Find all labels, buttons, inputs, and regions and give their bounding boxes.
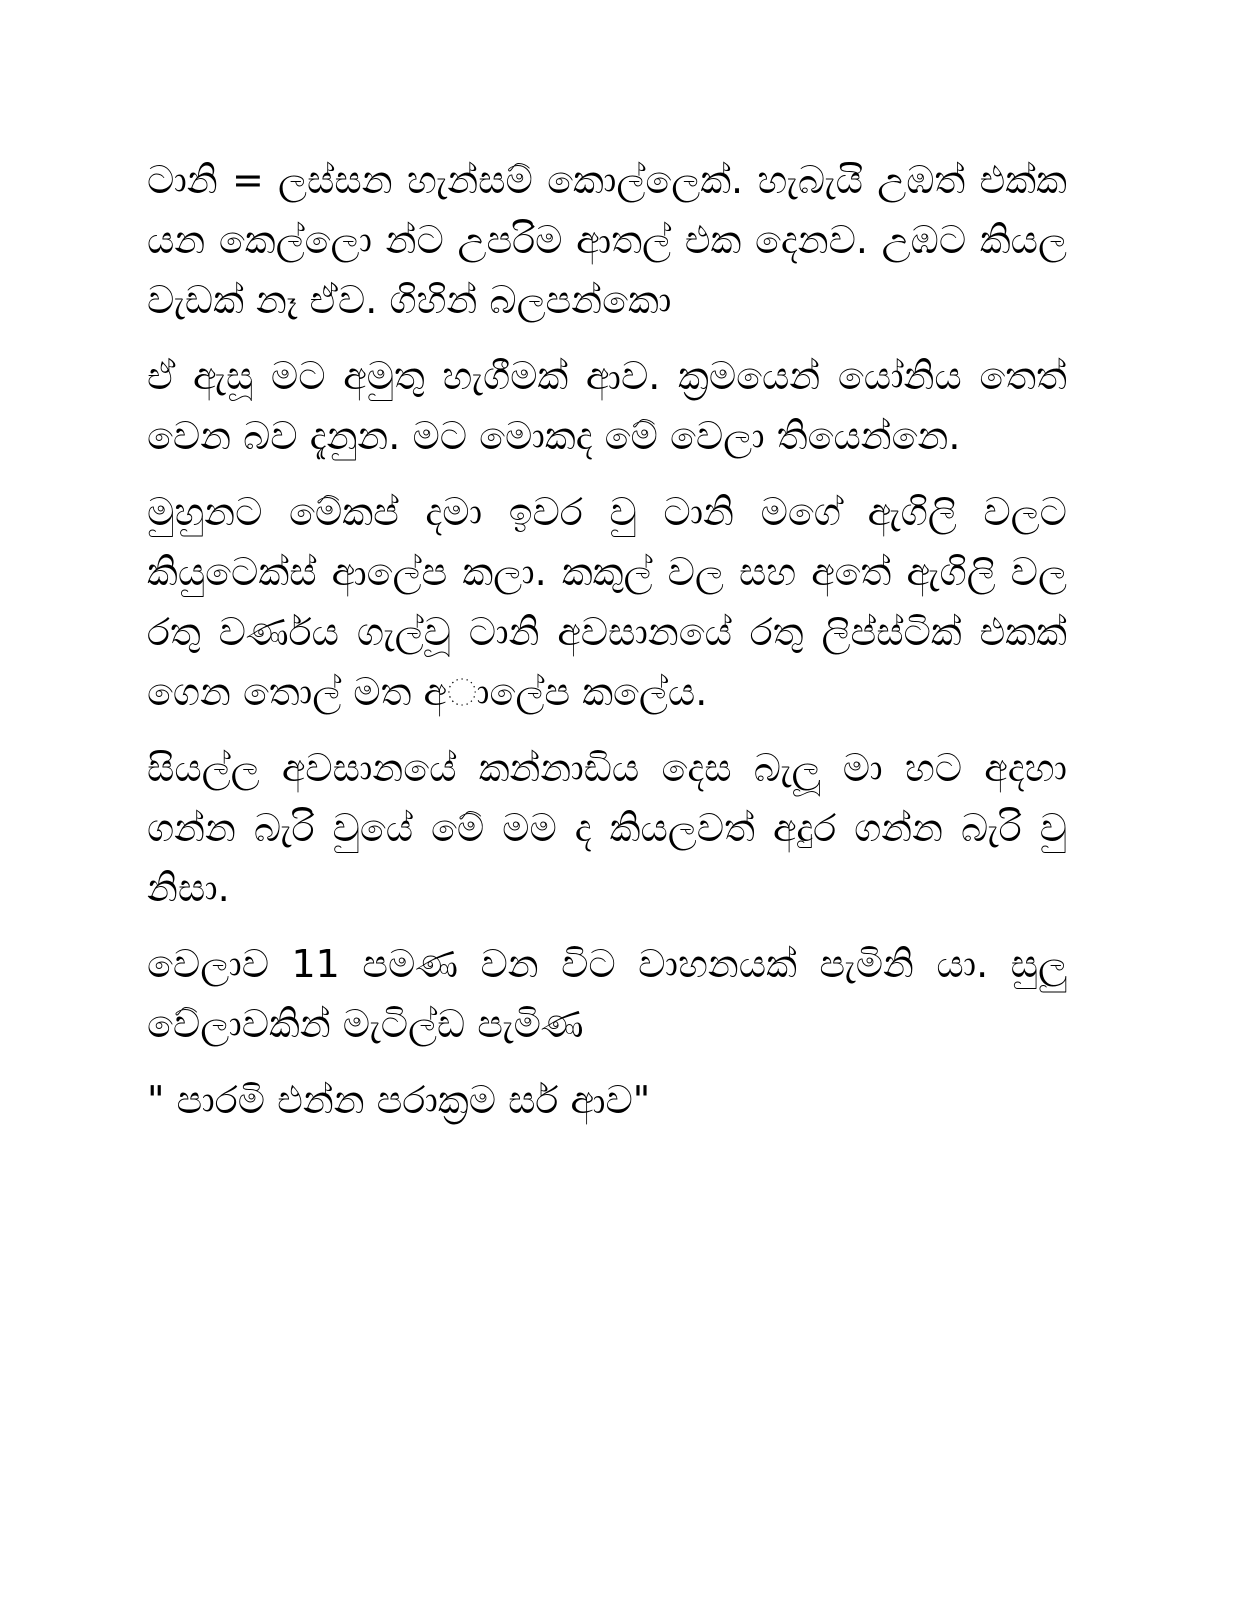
paragraph-5: වෙලාව 11 පමණ වන විට වාහනයක් පැමිනි යා. සුලු වේලාවකින් මැටිල්ඩ පැමිණ: [147, 942, 1067, 1046]
document-body: [147, 150, 1067, 1146]
paragraph-1: ටානි = ලස්සන හැන්සම් කොල්ලෙක්. හැබැයි උඹත් එක්ක යන කෙල්ලො න්ට උපරිම ආතල් එක දෙනව. උඹට කියල වැඩක් නෑ ඒව. ගිහින් බලපන්කො: [147, 158, 1067, 322]
paragraph-6: " පාරමි එන්න පරාක්‍රම සර් ආව": [147, 1078, 651, 1122]
paragraph-4: සියල්ල අවසානයේ කන්නාඩිය දෙස බැලූ මා හට අදහා ගන්න බැරි වුයේ මේ මම ද කියලවත් අදුර ගන්න බැරි වු නිසා.: [147, 746, 1067, 910]
paragraph-2: ඒ ඇසූ මට අමුතු හැගීමක් ආව. ක්‍රමයෙන් යෝනිය තෙත් වෙන බව දැනුන. මට මොකද මේ වෙලා තියෙන්නෙ.: [147, 354, 1067, 458]
paragraph-3: මුහුනට මේකප් දමා ඉවර වු ටානි මගේ ඇගිලි වලට කියුටෙක්ස් ආලේප කලා. කකුල් වල සහ අතේ ඇගිලි වල රතු වර්ණය ගැල්වූ ටානි අවසානයේ රතු ලිප්ස්ටික් එකක් ගෙන තොල් මත අාලේප කලේය.: [147, 490, 1067, 714]
